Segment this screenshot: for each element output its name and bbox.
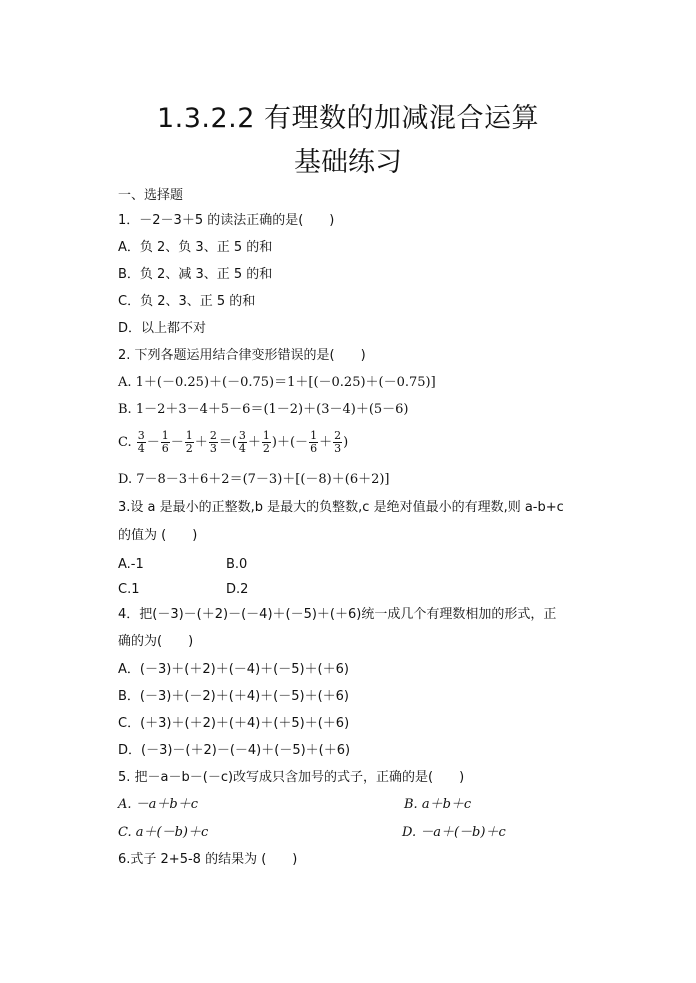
question-4-option-a: A．(－3)＋(＋2)＋(－4)＋(－5)＋(＋6) [118,662,349,677]
question-5-option-a: A. －a＋b＋c [118,797,199,812]
question-5-stem: 5. 把－a－b－(－c)改写成只含加号的式子，正确的是( ) [118,770,465,785]
question-3-stem-line2: 的值为 ( ) [118,528,198,543]
question-1-option-d: D．以上都不对 [118,321,207,336]
question-6-stem: 6.式子 2+5-8 的结果为 ( ) [118,852,298,867]
question-2-option-c: C. $\frac{3}{4}$ － $\frac{1}{6}$ － $\frac{1}{2}$ ＋ $\frac{2}{3}$ ＝( $\frac{3}{4}$ ＋ $\frac{1}{2}$ )＋(－ $\frac{1}{6}$ ＋ $\frac{2}{3}$ ) [118,429,349,455]
question-3-stem-line1: 3.设 a 是最小的正整数,b 是最大的负整数,c 是绝对值最小的有理数,则 a-b+c [118,500,564,515]
document-subtitle: 基础练习 [294,147,402,178]
fraction: $\frac{1}{2}$ [262,429,270,455]
question-4-stem-line2: 确的为( ) [118,634,194,649]
section-heading: 一、选择题 [118,188,184,203]
fraction: $\frac{3}{4}$ [137,429,145,455]
question-4-option-b: B．(－3)＋(－2)＋(＋4)＋(－5)＋(＋6) [118,689,349,704]
question-2-stem: 2. 下列各题运用结合律变形错误的是( ) [118,348,366,363]
question-5-option-d: D. －a＋(－b)＋c [402,825,506,840]
fraction: $\frac{1}{6}$ [310,429,318,455]
question-5-option-c: C. a＋(－b)＋c [118,825,209,840]
question-1-stem: 1．－2－3＋5 的读法正确的是( ) [118,213,335,228]
option-c-label: C. [118,435,132,450]
question-1-option-b: B．负 2、减 3、正 5 的和 [118,267,273,282]
question-3-option-a: A.-1 [118,557,144,572]
fraction: $\frac{1}{6}$ [161,429,169,455]
question-4-option-c: C．(＋3)＋(＋2)＋(＋4)＋(＋5)＋(＋6) [118,716,350,731]
fraction: $\frac{1}{2}$ [185,429,193,455]
fraction: $\frac{2}{3}$ [334,429,342,455]
question-2-option-a: A. 1＋(－0.25)＋(－0.75)＝1＋[(－0.25)＋(－0.75)] [118,375,436,390]
question-1-option-c: C．负 2、3、正 5 的和 [118,294,256,309]
question-4-stem-line1: 4．把(－3)－(＋2)－(－4)＋(－5)＋(＋6)统一成几个有理数相加的形式，正 [118,607,557,622]
question-3-option-d: D.2 [226,582,249,597]
fraction: $\frac{3}{4}$ [238,429,246,455]
document-title: 1.3.2.2 有理数的加减混合运算 [156,103,540,134]
question-4-option-d: D．(－3)－(＋2)－(－4)＋(－5)＋(＋6) [118,743,351,758]
question-2-option-d: D. 7－8－3＋6＋2＝(7－3)＋[(－8)＋(6＋2)] [118,472,390,487]
fraction: $\frac{2}{3}$ [209,429,217,455]
question-3-option-b: B.0 [226,557,248,572]
question-1-option-a: A．负 2、负 3、正 5 的和 [118,240,273,255]
question-5-option-b: B. a＋b＋c [404,797,472,812]
question-2-option-b: B. 1－2＋3－4＋5－6＝(1－2)＋(3－4)＋(5－6) [118,402,409,417]
question-3-option-c: C.1 [118,582,140,597]
